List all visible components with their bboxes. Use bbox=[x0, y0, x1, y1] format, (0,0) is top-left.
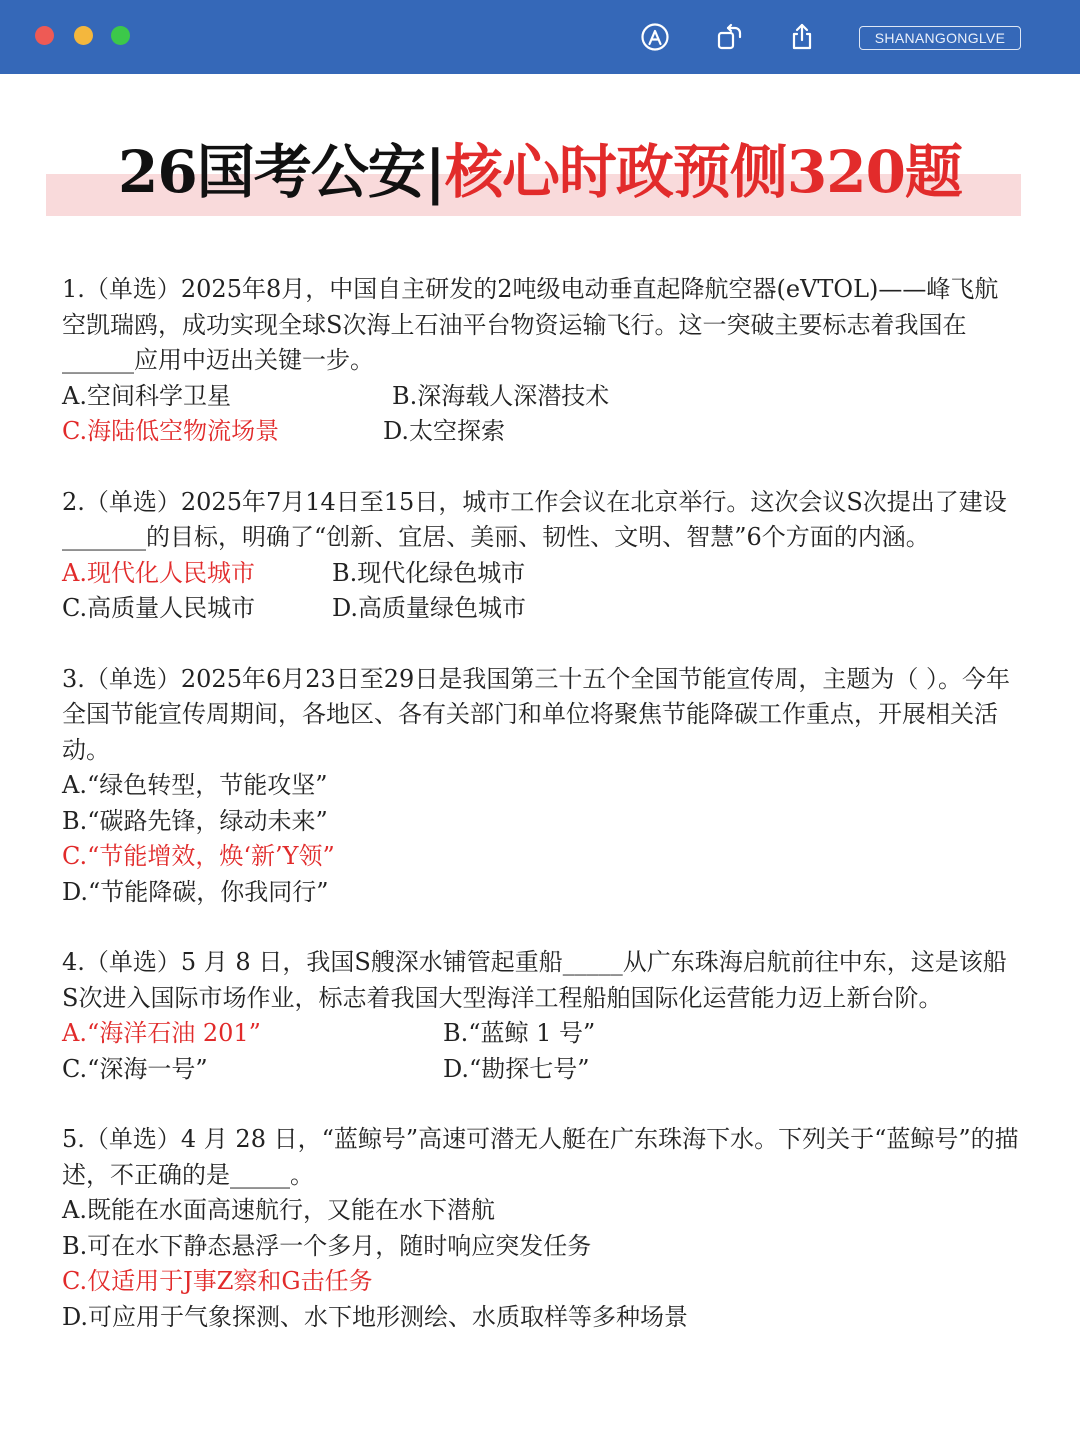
option-d: D.可应用于气象探测、水下地形测绘、水质取样等多种场景 bbox=[62, 1302, 689, 1331]
title-part-red: 核心时政预侧320题 bbox=[444, 138, 962, 206]
page-title bbox=[0, 128, 1080, 224]
minimize-window-button[interactable] bbox=[74, 26, 93, 45]
question-stem: 3.（单选）2025年6月23日至29日是我国第三十五个全国节能宣传周，主题为（ ）。今年全国节能宣传周期间，各地区、各有关部门和单位将聚焦节能降碳工作重点，开展相关活动。 bbox=[62, 664, 1010, 764]
brand-label: SHANANGONGLVE bbox=[859, 26, 1021, 50]
option-a: A.空间科学卫星 bbox=[62, 381, 231, 410]
question-list bbox=[62, 272, 1022, 1335]
title-part-black: 26国考公安| bbox=[118, 138, 445, 206]
option-c: C.高质量人民城市 bbox=[62, 594, 256, 622]
question-stem: 2.（单选）2025年7月14日至15日，城市工作会议在北京举行。这次会议S次提出了建设_______的目标，明确了“创新、宜居、美丽、韧性、文明、智慧”6个方面的内涵。 bbox=[62, 487, 1007, 551]
option-c: C.“深海一号” bbox=[62, 1054, 208, 1083]
option-b: B.“碳路先锋，绿动未来” bbox=[62, 806, 328, 835]
question-4 bbox=[62, 945, 1022, 1087]
option-c-correct: C.“节能增效，焕‘新’Y领” bbox=[62, 842, 335, 870]
option-d: D.“勘探七号” bbox=[443, 1054, 590, 1083]
question-1 bbox=[62, 272, 1022, 450]
option-b: B.现代化绿色城市 bbox=[332, 558, 526, 587]
option-d: D.太空探索 bbox=[383, 417, 506, 445]
option-a: A.“绿色转型，节能攻坚” bbox=[62, 771, 328, 799]
option-b: B.“蓝鲸 1 号” bbox=[443, 1019, 596, 1047]
edit-circle-icon[interactable] bbox=[640, 22, 670, 52]
option-c-correct: C.海陆低空物流场景 bbox=[62, 417, 280, 445]
maximize-window-button[interactable] bbox=[111, 26, 130, 45]
option-a-correct: A.现代化人民城市 bbox=[62, 558, 255, 587]
question-2 bbox=[62, 485, 1022, 627]
window-toolbar bbox=[0, 0, 1080, 74]
close-window-button[interactable] bbox=[35, 26, 54, 45]
option-d: D.高质量绿色城市 bbox=[332, 594, 527, 622]
share-icon[interactable] bbox=[787, 22, 817, 52]
rotate-icon[interactable] bbox=[715, 22, 745, 52]
option-a-correct: A.“海洋石油 201” bbox=[62, 1019, 261, 1047]
question-stem: 4.（单选）5 月 8 日，我国S艘深水铺管起重船_____从广东珠海启航前往中东，这是该船S次进入国际市场作业，标志着我国大型海洋工程船舶国际化运营能力迈上新台阶。 bbox=[62, 948, 1007, 1012]
option-d: D.“节能降碳，你我同行” bbox=[62, 877, 329, 906]
option-a: A.既能在水面高速航行，又能在水下潜航 bbox=[62, 1196, 495, 1224]
question-stem: 5.（单选）4 月 28 日，“蓝鲸号”高速可潜无人艇在广东珠海下水。下列关于“蓝鲸号”的描述，不正确的是_____。 bbox=[62, 1125, 1019, 1189]
question-5 bbox=[62, 1122, 1022, 1335]
option-c-correct: C.仅适用于J事Z察和G击任务 bbox=[62, 1267, 373, 1295]
title-text bbox=[0, 128, 1080, 216]
question-3 bbox=[62, 662, 1022, 911]
option-b: B.可在水下静态悬浮一个多月，随时响应突发任务 bbox=[62, 1231, 592, 1260]
question-stem: 1.（单选）2025年8月，中国自主研发的2吨级电动垂直起降航空器(eVTOL)——峰飞航空凯瑞鸥，成功实现全球S次海上石油平台物资运输飞行。这一突破主要标志着我国在______应用中迈出关键一步。 bbox=[62, 275, 999, 374]
option-b: B.深海载人深潜技术 bbox=[392, 381, 610, 410]
